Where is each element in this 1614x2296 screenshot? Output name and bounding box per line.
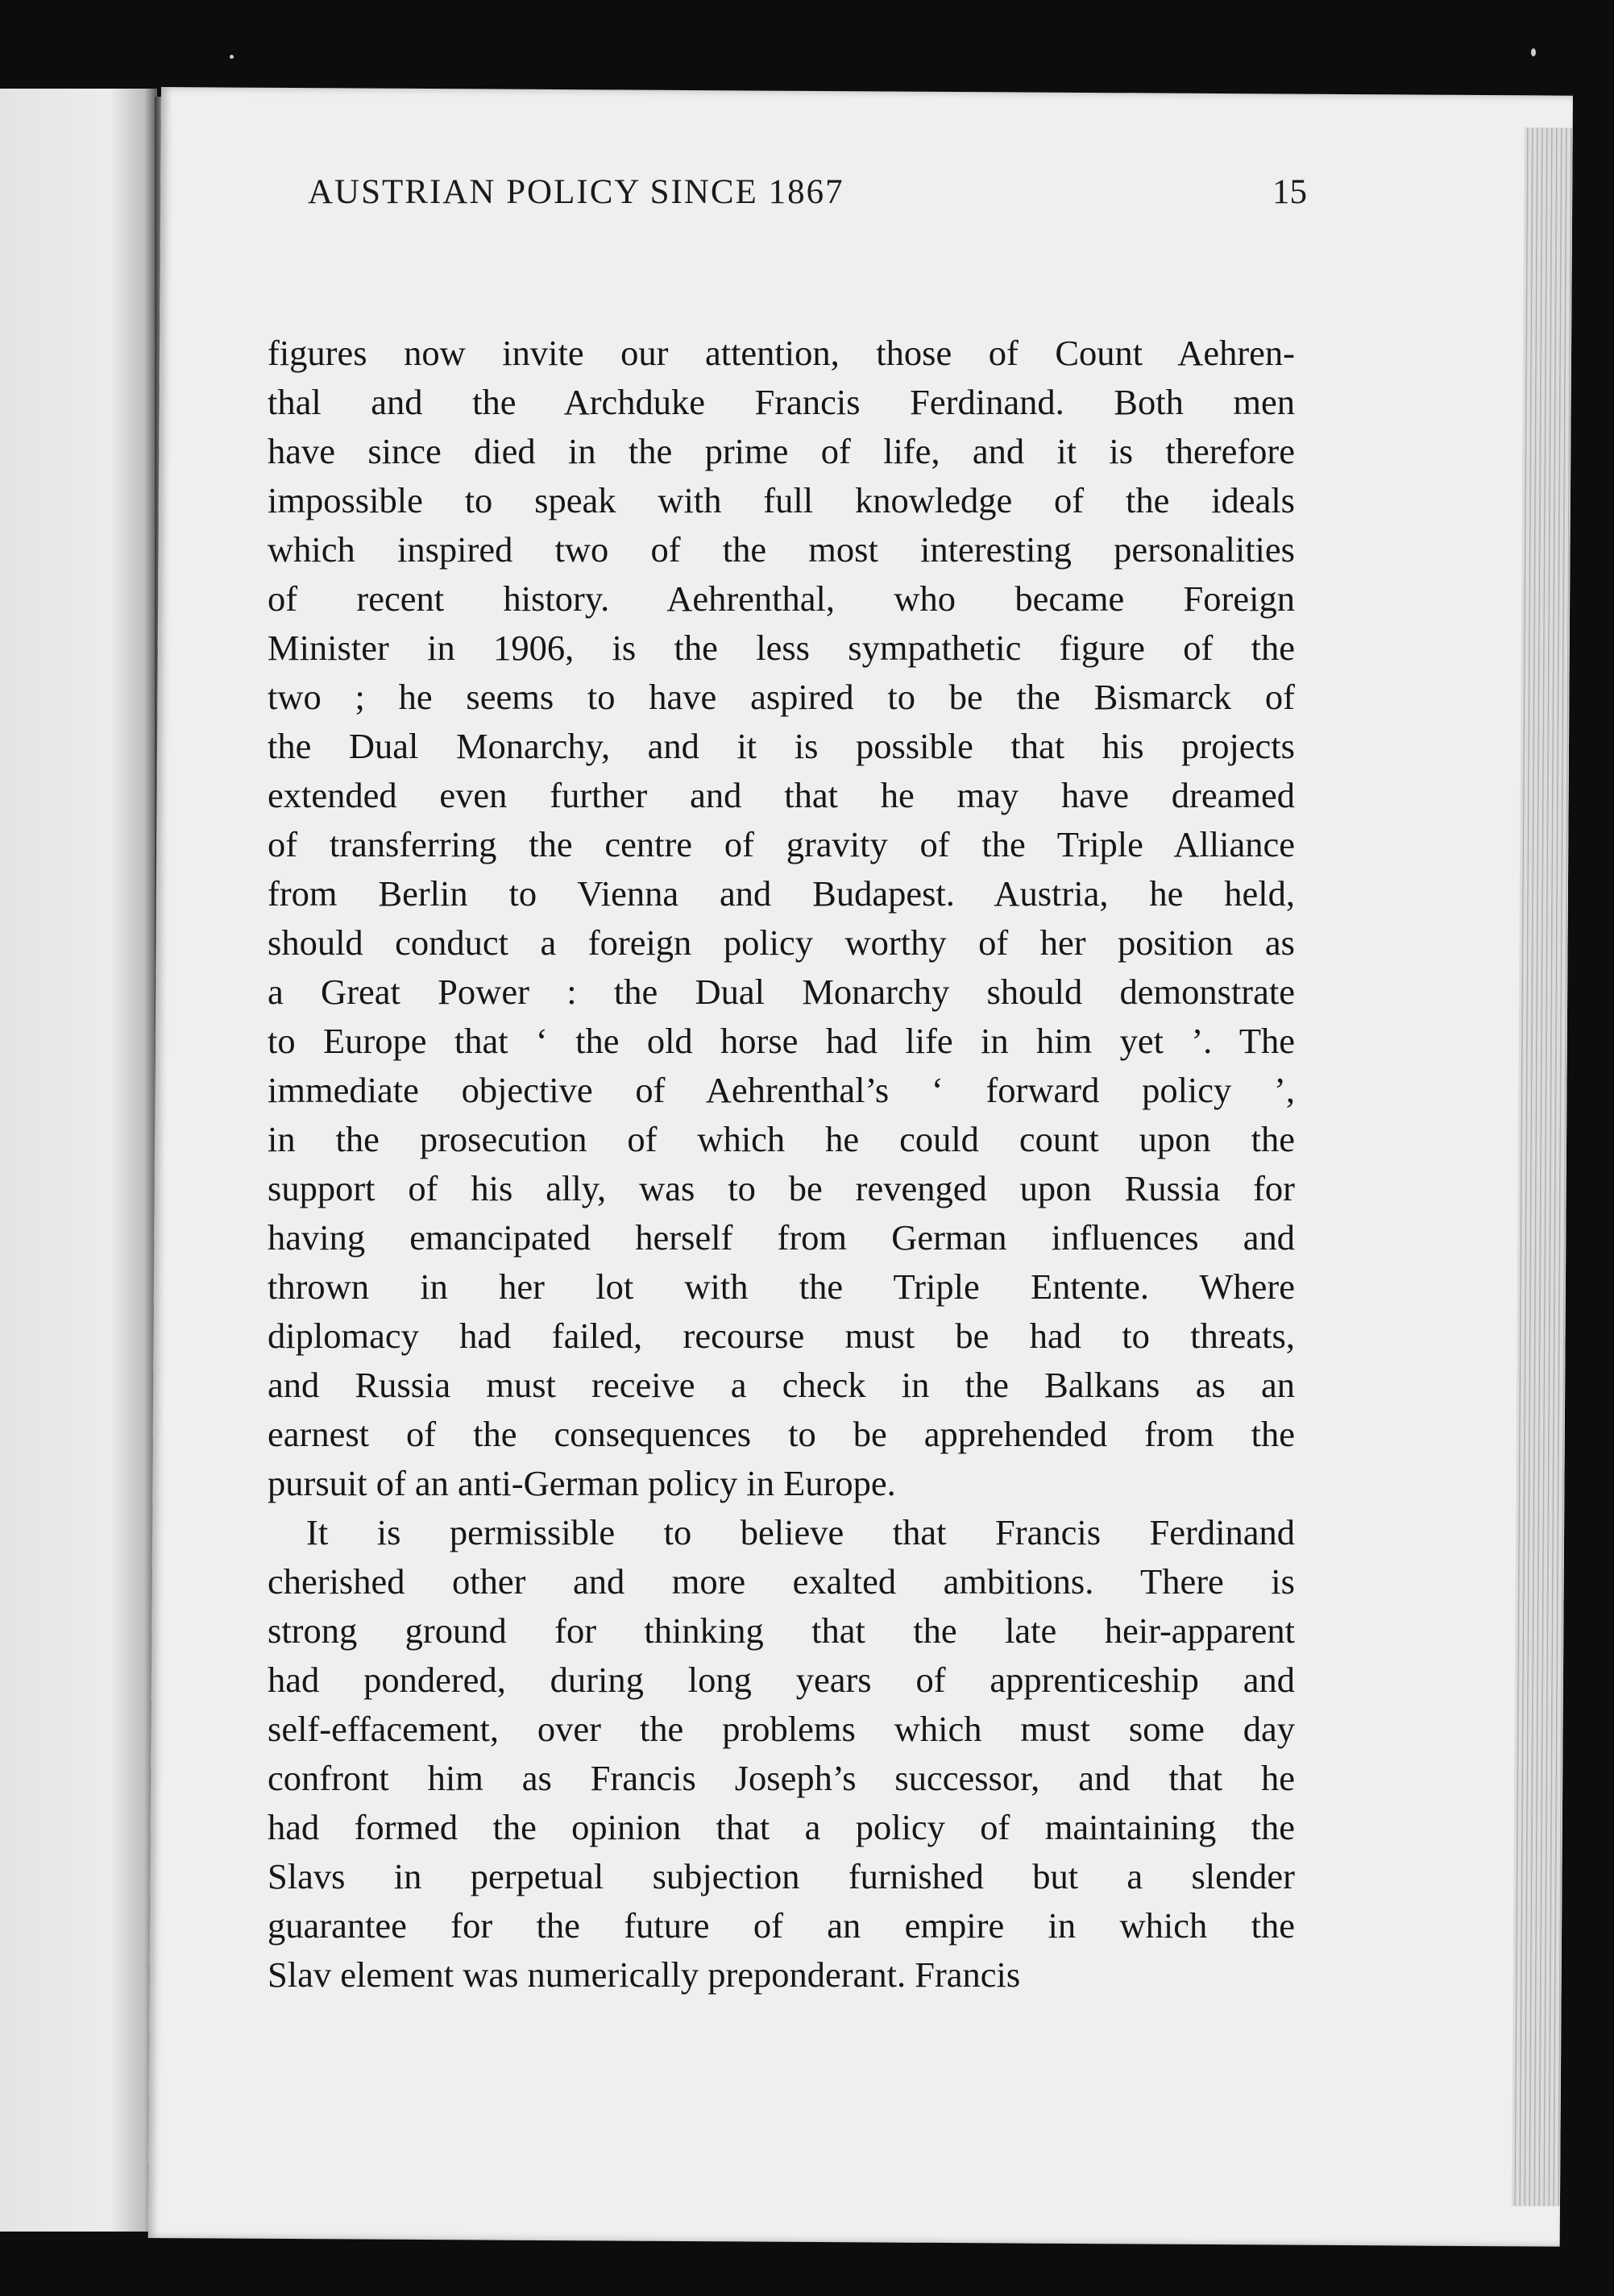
text-line: and Russia must receive a check in the Balkans as an bbox=[268, 1365, 1295, 1405]
text-line: from Berlin to Vienna and Budapest. Austria, he held, bbox=[268, 873, 1295, 914]
text-line: Minister in 1906, is the less sympathetic figure of the bbox=[268, 628, 1295, 668]
scan-speck bbox=[230, 55, 234, 59]
text-line: cherished other and more exalted ambitions. There is bbox=[268, 1561, 1295, 1602]
text-line: should conduct a foreign policy worthy of her position as bbox=[268, 922, 1295, 963]
page-edges bbox=[1512, 127, 1573, 2206]
running-title: AUSTRIAN POLICY SINCE 1867 bbox=[308, 173, 844, 211]
text-line: have since died in the prime of life, and it is therefore bbox=[268, 431, 1295, 471]
body-text bbox=[268, 329, 1295, 2000]
text-line: had formed the opinion that a policy of maintaining the bbox=[268, 1807, 1295, 1847]
text-line: immediate objective of Aehrenthal’s ‘ forward policy ’, bbox=[268, 1070, 1295, 1110]
text-line: to Europe that ‘ the old horse had life in him yet ’. The bbox=[268, 1021, 1295, 1061]
text-line: impossible to speak with full knowledge of the ideals bbox=[268, 480, 1295, 520]
text-line: It is permissible to believe that Francis Ferdinand bbox=[306, 1512, 1295, 1552]
paragraph bbox=[268, 329, 1295, 1508]
text-line: thal and the Archduke Francis Ferdinand. Both men bbox=[268, 382, 1295, 422]
text-line: of transferring the centre of gravity of the Triple Alliance bbox=[268, 824, 1295, 864]
text-line: thrown in her lot with the Triple Entente. Where bbox=[268, 1266, 1295, 1307]
text-line: in the prosecution of which he could count upon the bbox=[268, 1119, 1295, 1159]
text-line: diplomacy had failed, recourse must be had to threats, bbox=[268, 1316, 1295, 1356]
scan-speck bbox=[1531, 48, 1536, 56]
running-header bbox=[308, 172, 1307, 229]
page-number: 15 bbox=[1272, 173, 1307, 211]
text-line: Slavs in perpetual subjection furnished but a slender bbox=[268, 1856, 1295, 1896]
text-line: confront him as Francis Joseph’s successor, and that he bbox=[268, 1758, 1295, 1798]
text-line: a Great Power : the Dual Monarchy should demonstrate bbox=[268, 972, 1295, 1012]
text-line: guarantee for the future of an empire in which the bbox=[268, 1905, 1295, 1946]
text-line: extended even further and that he may have dreamed bbox=[268, 775, 1295, 815]
text-line: Slav element was numerically preponderant. Francis bbox=[268, 1954, 1021, 1995]
text-line: support of his ally, was to be revenged upon Russia for bbox=[268, 1168, 1295, 1208]
facing-page bbox=[0, 89, 157, 2232]
text-line: figures now invite our attention, those of Count Aehren- bbox=[268, 333, 1295, 373]
text-line: self-effacement, over the problems which must some day bbox=[268, 1709, 1295, 1749]
text-line: having emancipated herself from German influences and bbox=[268, 1217, 1295, 1258]
text-line: strong ground for thinking that the late heir-apparent bbox=[268, 1610, 1295, 1651]
text-line: which inspired two of the most interesting personalities bbox=[268, 529, 1295, 570]
text-line: two ; he seems to have aspired to be the Bismarck of bbox=[268, 677, 1295, 717]
text-line: earnest of the consequences to be apprehended from the bbox=[268, 1414, 1295, 1454]
paragraph bbox=[268, 1508, 1295, 2000]
text-line: of recent history. Aehrenthal, who became Foreign bbox=[268, 578, 1295, 619]
text-line: pursuit of an anti-German policy in Europe. bbox=[268, 1463, 896, 1503]
text-line: had pondered, during long years of apprenticeship and bbox=[268, 1660, 1295, 1700]
text-line: the Dual Monarchy, and it is possible that his projects bbox=[268, 726, 1295, 766]
